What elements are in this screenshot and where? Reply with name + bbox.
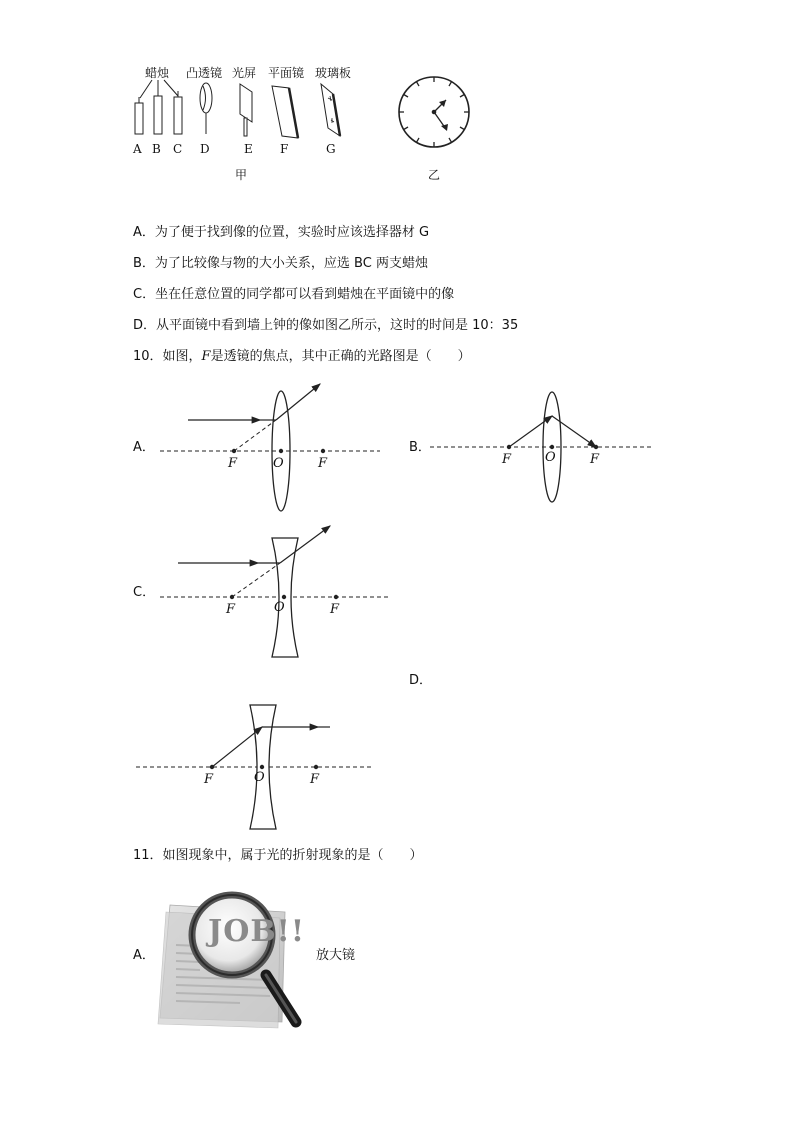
label-plane-mirror: 平面镜 xyxy=(268,66,305,80)
q10-number: 10．如图， xyxy=(133,349,202,364)
caption-jia: 甲 xyxy=(235,168,248,182)
diagram-c-o: O xyxy=(274,600,285,615)
letter-f: F xyxy=(280,142,289,156)
diagram-b-f-left: F xyxy=(502,452,512,467)
diagram-d-f-right: F xyxy=(310,772,320,787)
q10-option-d-label: D． xyxy=(409,673,433,688)
diagram-c-f-left: F xyxy=(226,602,236,617)
newspaper-headline: JOB!! xyxy=(208,914,306,949)
letter-a: A xyxy=(133,142,142,156)
diagram-b-o: O xyxy=(545,450,556,465)
q10-option-a-label: A． xyxy=(133,440,155,455)
q10-f-symbol: F xyxy=(201,349,211,364)
label-candle: 蜡烛 xyxy=(145,66,170,80)
diagram-d-o: O xyxy=(254,770,265,785)
diagram-a-f-left: F xyxy=(228,456,238,471)
letter-c: C xyxy=(173,142,183,156)
q11-option-a-text: 放大镜 xyxy=(316,948,356,963)
diagram-a-f-right: F xyxy=(318,456,328,471)
q11-stem: 11．如图现象中，属于光的折射现象的是（ ） xyxy=(133,848,423,863)
q10-option-c-label: C． xyxy=(133,585,156,600)
letter-g: G xyxy=(326,142,336,156)
diagram-d-f-left: F xyxy=(204,772,214,787)
q11-option-a-label: A． xyxy=(133,948,155,963)
q9-option-b: B．为了比较像与物的大小关系，应选 BC 两支蜡烛 xyxy=(133,256,428,271)
diagram-b-f-right: F xyxy=(590,452,600,467)
diagram-a-o: O xyxy=(273,456,284,471)
q9-option-d: D．从平面镜中看到墙上钟的像如图乙所示，这时的时间是 10：35 xyxy=(133,318,519,333)
q10-option-b-label: B． xyxy=(409,440,431,455)
q9-option-c: C．坐在任意位置的同学都可以看到蜡烛在平面镜中的像 xyxy=(133,287,455,302)
caption-yi: 乙 xyxy=(428,168,441,182)
q10-stem-text: 是透镜的焦点，其中正确的光路图是（ ） xyxy=(210,349,471,364)
letter-e: E xyxy=(244,142,253,156)
diagram-c-f-right: F xyxy=(330,602,340,617)
label-glass-plate: 玻璃板 xyxy=(315,66,352,80)
label-screen: 光屏 xyxy=(232,66,257,80)
label-convex-lens: 凸透镜 xyxy=(186,66,223,80)
q9-option-a: A．为了便于找到像的位置，实验时应该选择器材 G xyxy=(133,225,430,240)
letter-d: D xyxy=(200,142,210,156)
letter-b: B xyxy=(152,142,161,156)
